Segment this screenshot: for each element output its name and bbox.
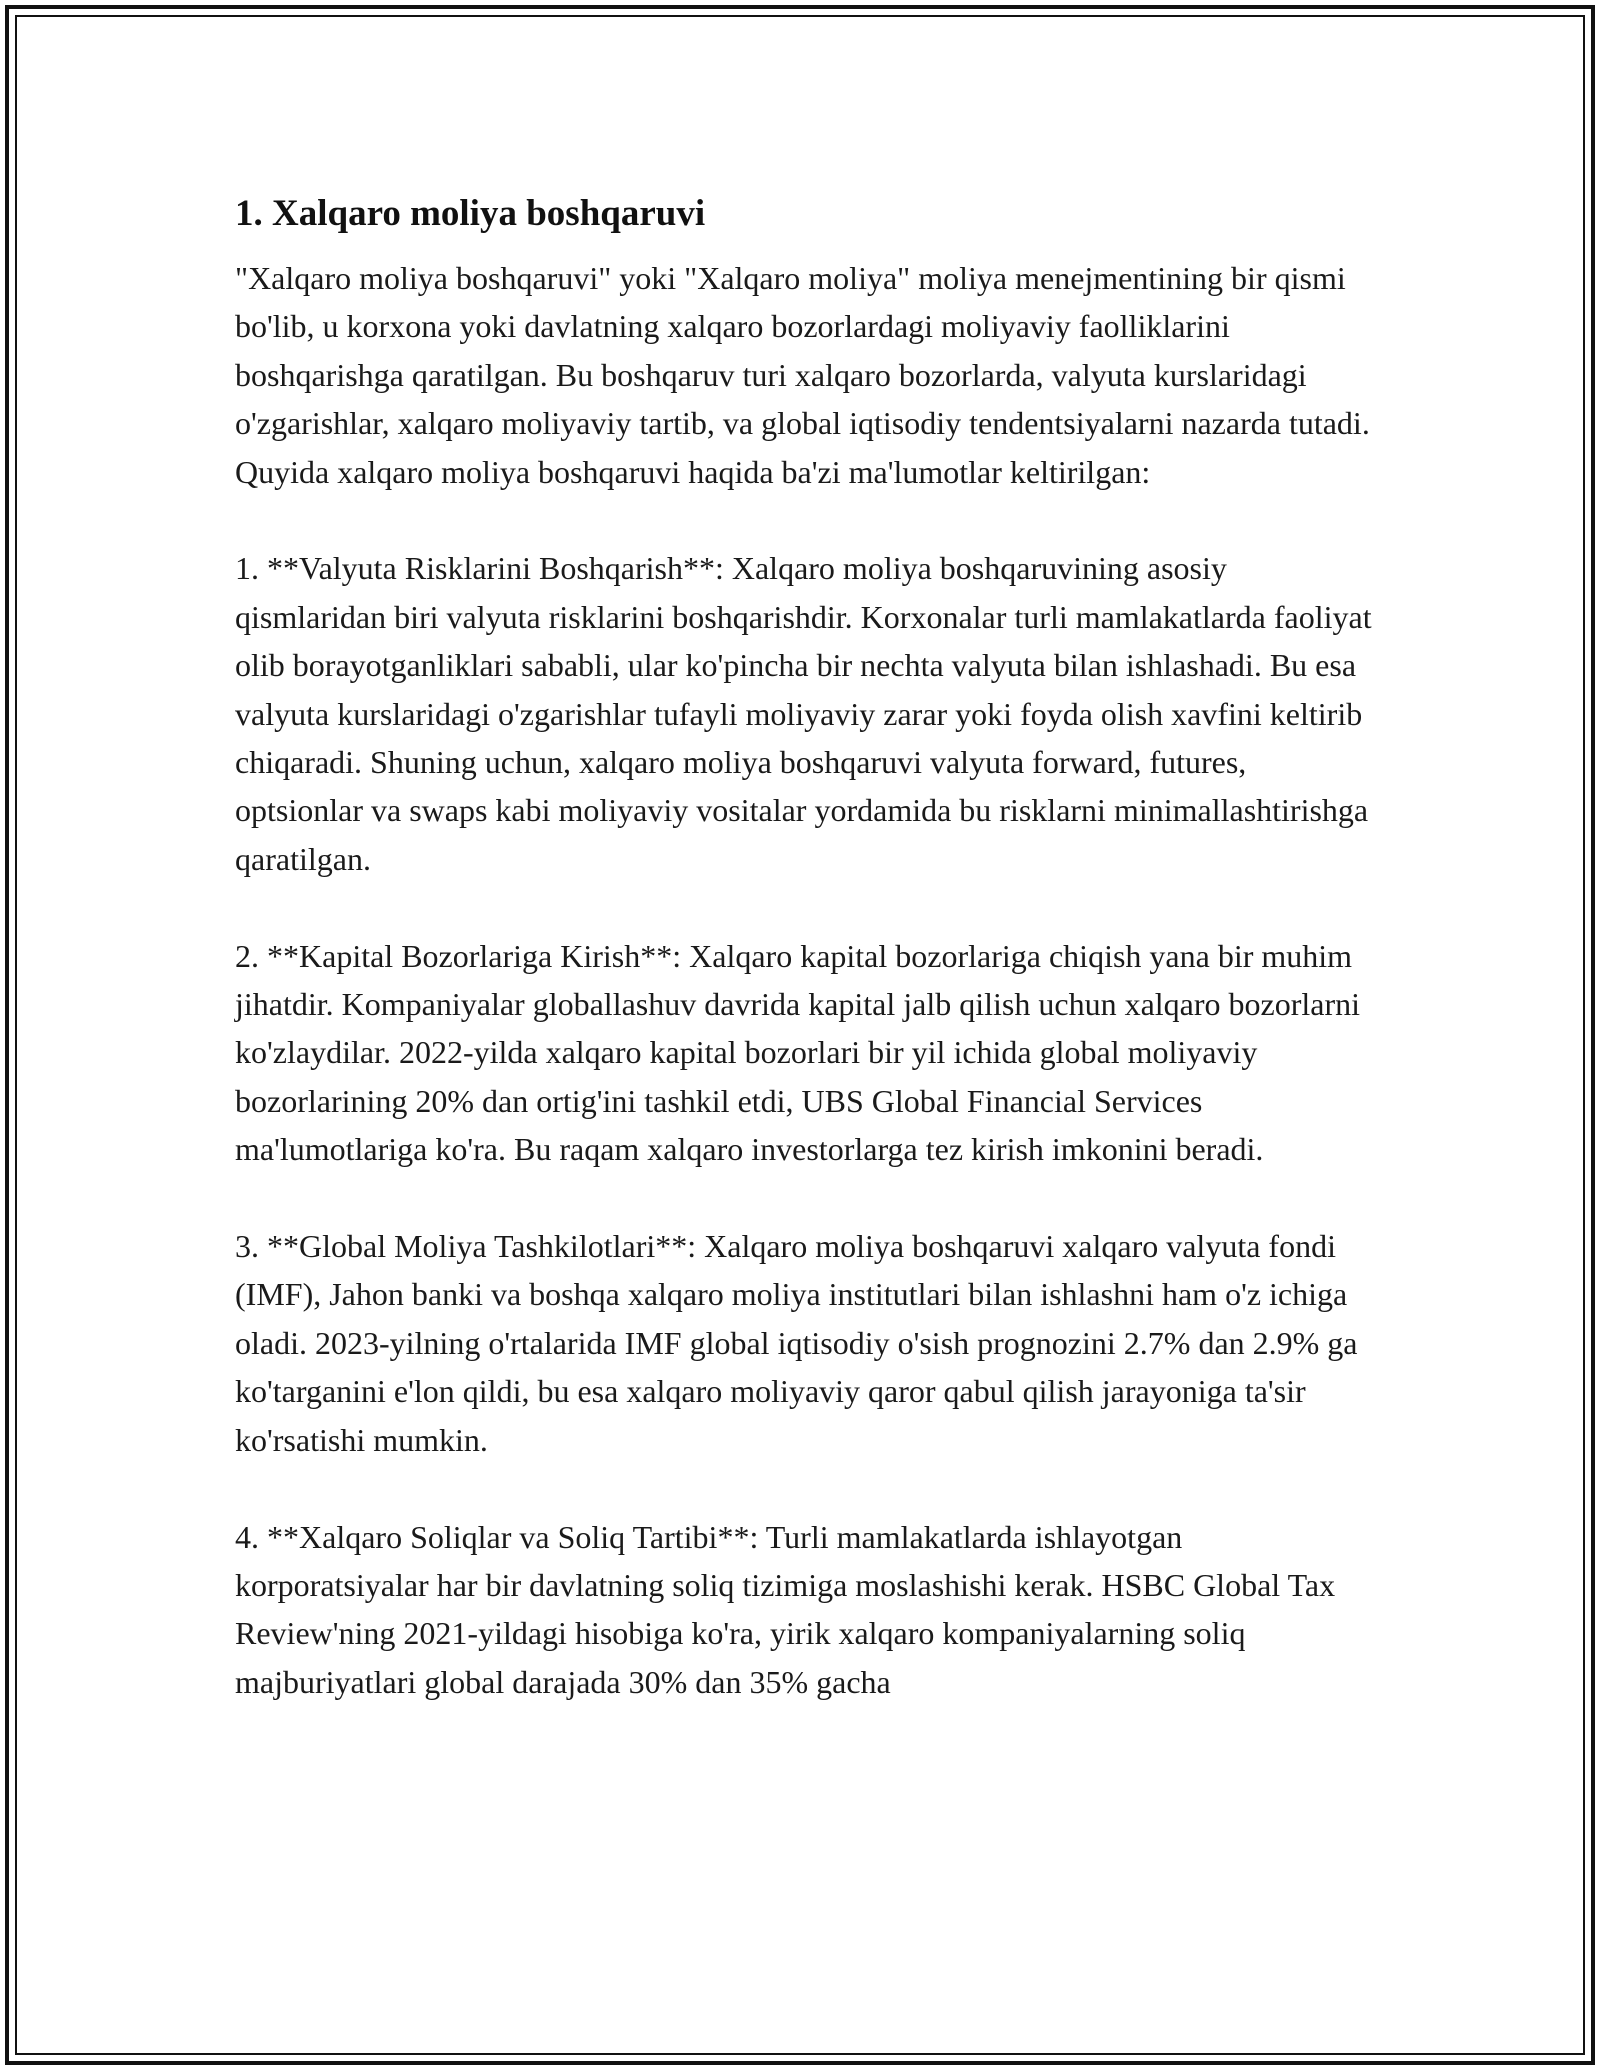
paragraph-global-institutions: 3. **Global Moliya Tashkilotlari**: Xalqaro moliya boshqaruvi xalqaro valyuta fondi (IMF), Jahon banki va boshqa xalqaro moliya institutlari bilan ishlashni ham o'z ichiga oladi. 2023-yilning o'rtalarida IMF global iqtisodiy o'sish prognozini 2.7% dan 2.9% ga ko'targanini e'lon qildi, bu esa xalqaro moliyaviy qaror qabul qilish jarayoniga ta'sir ko'rsatishi mumkin.: [235, 1228, 1358, 1458]
document-body: [235, 184, 1375, 1706]
intro-paragraph: "Xalqaro moliya boshqaruvi" yoki "Xalqaro moliya" moliya menejmentining bir qismi bo'lib, u korxona yoki davlatning xalqaro bozorlardagi moliyaviy faolliklarini boshqarishga qaratilgan. Bu boshqaruv turi xalqaro bozorlarda, valyuta kurslaridagi o'zgarishlar, xalqaro moliyaviy tartib, va global iqtisodiy tendentsiyalarni nazarda tutadi. Quyida xalqaro moliya boshqaruvi haqida ba'zi ma'lumotlar keltirilgan:: [235, 260, 1370, 490]
paragraph-international-taxes: 4. **Xalqaro Soliqlar va Soliq Tartibi**: Turli mamlakatlarda ishlayotgan korporatsiyalar har bir davlatning soliq tizimiga moslashishi kerak. HSBC Global Tax Review'ning 2021-yildagi hisobiga ko'ra, yirik xalqaro kompaniyalarning soliq majburiyatlari global darajada 30% dan 35% gacha: [235, 1518, 1336, 1700]
paragraph-capital-markets: 2. **Kapital Bozorlariga Kirish**: Xalqaro kapital bozorlariga chiqish yana bir muhim jihatdir. Kompaniyalar globallashuv davrida kapital jalb qilish uchun xalqaro bozorlarni ko'zlaydilar. 2022-yilda xalqaro kapital bozorlari bir yil ichida global moliyaviy bozorlarining 20% dan ortig'ini tashkil etdi, UBS Global Financial Services ma'lumotlariga ko'ra. Bu raqam xalqaro investorlarga tez kirish imkonini beradi.: [235, 937, 1361, 1168]
section-heading: 1. Xalqaro moliya boshqaruvi: [235, 193, 706, 234]
paragraph-currency-risk: 1. **Valyuta Risklarini Boshqarish**: Xalqaro moliya boshqaruvining asosiy qismlaridan biri valyuta risklarini boshqarishdir. Korxonalar turli mamlakatlarda faoliyat olib borayotganliklari sababli, ular ko'pincha bir nechta valyuta bilan ishlashadi. Bu esa valyuta kurslaridagi o'zgarishlar tufayli moliyaviy zarar yoki foyda olish xavfini keltirib chiqaradi. Shuning uchun, xalqaro moliya boshqaruvi valyuta forward, futures, optsionlar va swaps kabi moliyaviy vositalar yordamida bu risklarni minimallashtirishga qaratilgan.: [235, 550, 1372, 877]
